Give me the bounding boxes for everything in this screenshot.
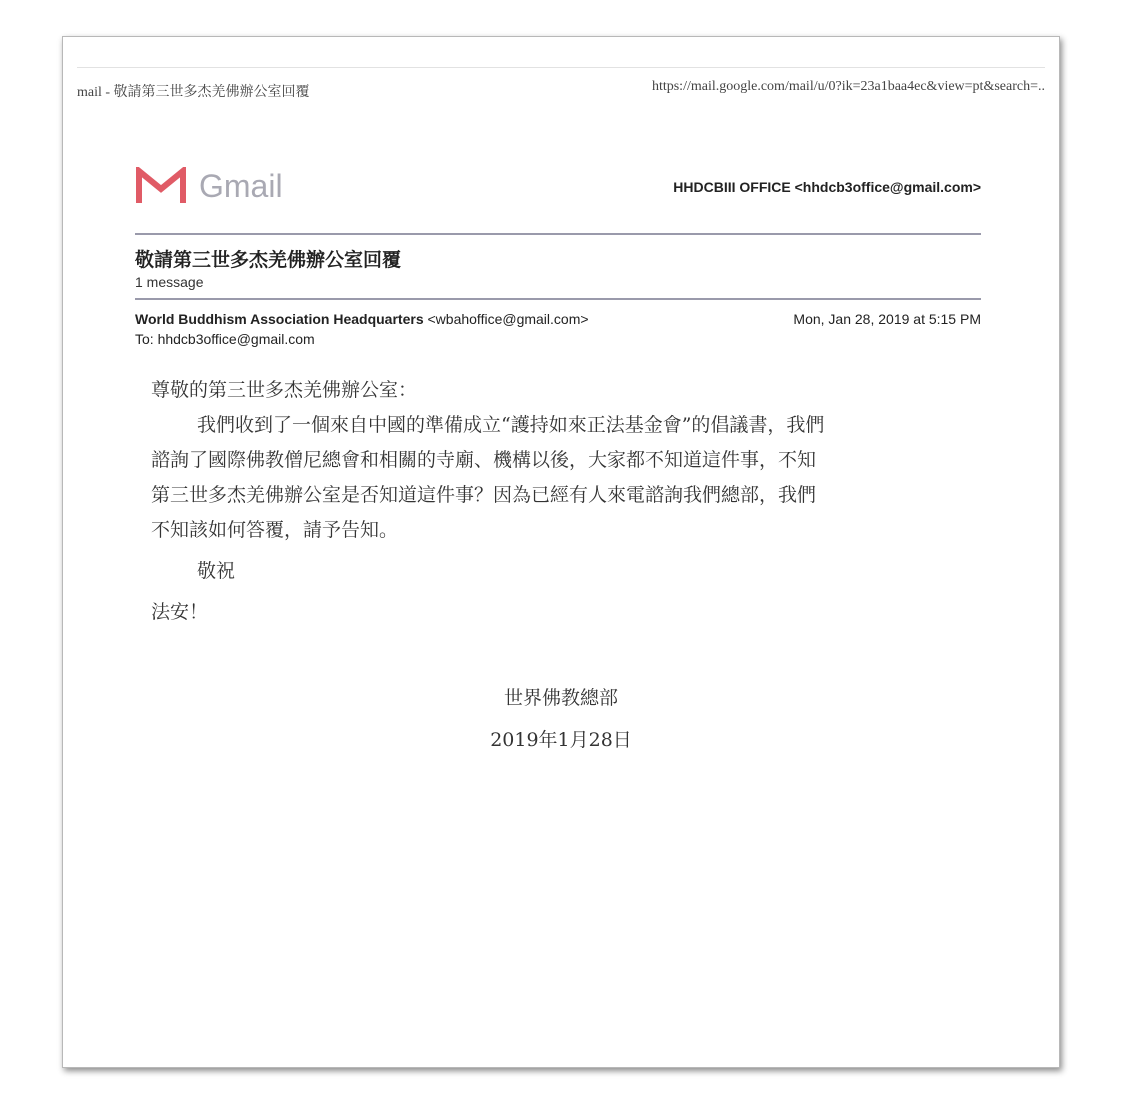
- body-line: 我們收到了一個來自中國的準備成立“護持如來正法基金會”的倡議書，我們: [197, 414, 825, 436]
- signature-date: 2019年1月28日: [490, 729, 632, 751]
- body-line: 不知該如何答覆，請予告知。: [151, 519, 399, 541]
- account-info: HHDCBIII OFFICE <hhdcb3office@gmail.com>: [673, 179, 981, 195]
- printed-email-page: [62, 36, 1060, 1068]
- gmail-logo: [135, 167, 283, 205]
- message-body: [151, 373, 981, 630]
- sender-email: <wbahoffice@gmail.com>: [427, 311, 589, 327]
- divider: [135, 233, 981, 235]
- message-count: 1 message: [135, 274, 204, 290]
- print-page-title: mail - 敬請第三世多杰羌佛辦公室回覆: [77, 85, 310, 100]
- body-line: 第三世多杰羌佛辦公室是否知道這件事？因為已經有人來電諮詢我們總部，我們: [151, 484, 817, 506]
- recipient: To: hhdcb3office@gmail.com: [135, 331, 315, 347]
- print-page-url: https://mail.google.com/mail/u/0?ik=23a1baa4ec&view=pt&search=..: [651, 79, 1045, 94]
- gmail-logo-text: Gmail: [199, 167, 283, 204]
- sender-name: World Buddhism Association Headquarters: [135, 311, 424, 327]
- salutation: 尊敬的第三世多杰羌佛辦公室：: [151, 379, 418, 401]
- message-date: Mon, Jan 28, 2019 at 5:15 PM: [793, 311, 981, 327]
- signature: 世界佛教總部: [503, 687, 618, 709]
- closing: 法安！: [151, 601, 209, 623]
- divider: [77, 67, 1045, 68]
- gmail-m-icon: [135, 167, 187, 205]
- body-line: 諮詢了國際佛教僧尼總會和相關的寺廟、機構以後，大家都不知道這件事，不知: [151, 449, 817, 471]
- divider: [135, 298, 981, 300]
- closing: 敬祝: [197, 560, 236, 582]
- sender: [135, 311, 589, 327]
- email-subject: 敬請第三世多杰羌佛辦公室回覆: [135, 249, 402, 271]
